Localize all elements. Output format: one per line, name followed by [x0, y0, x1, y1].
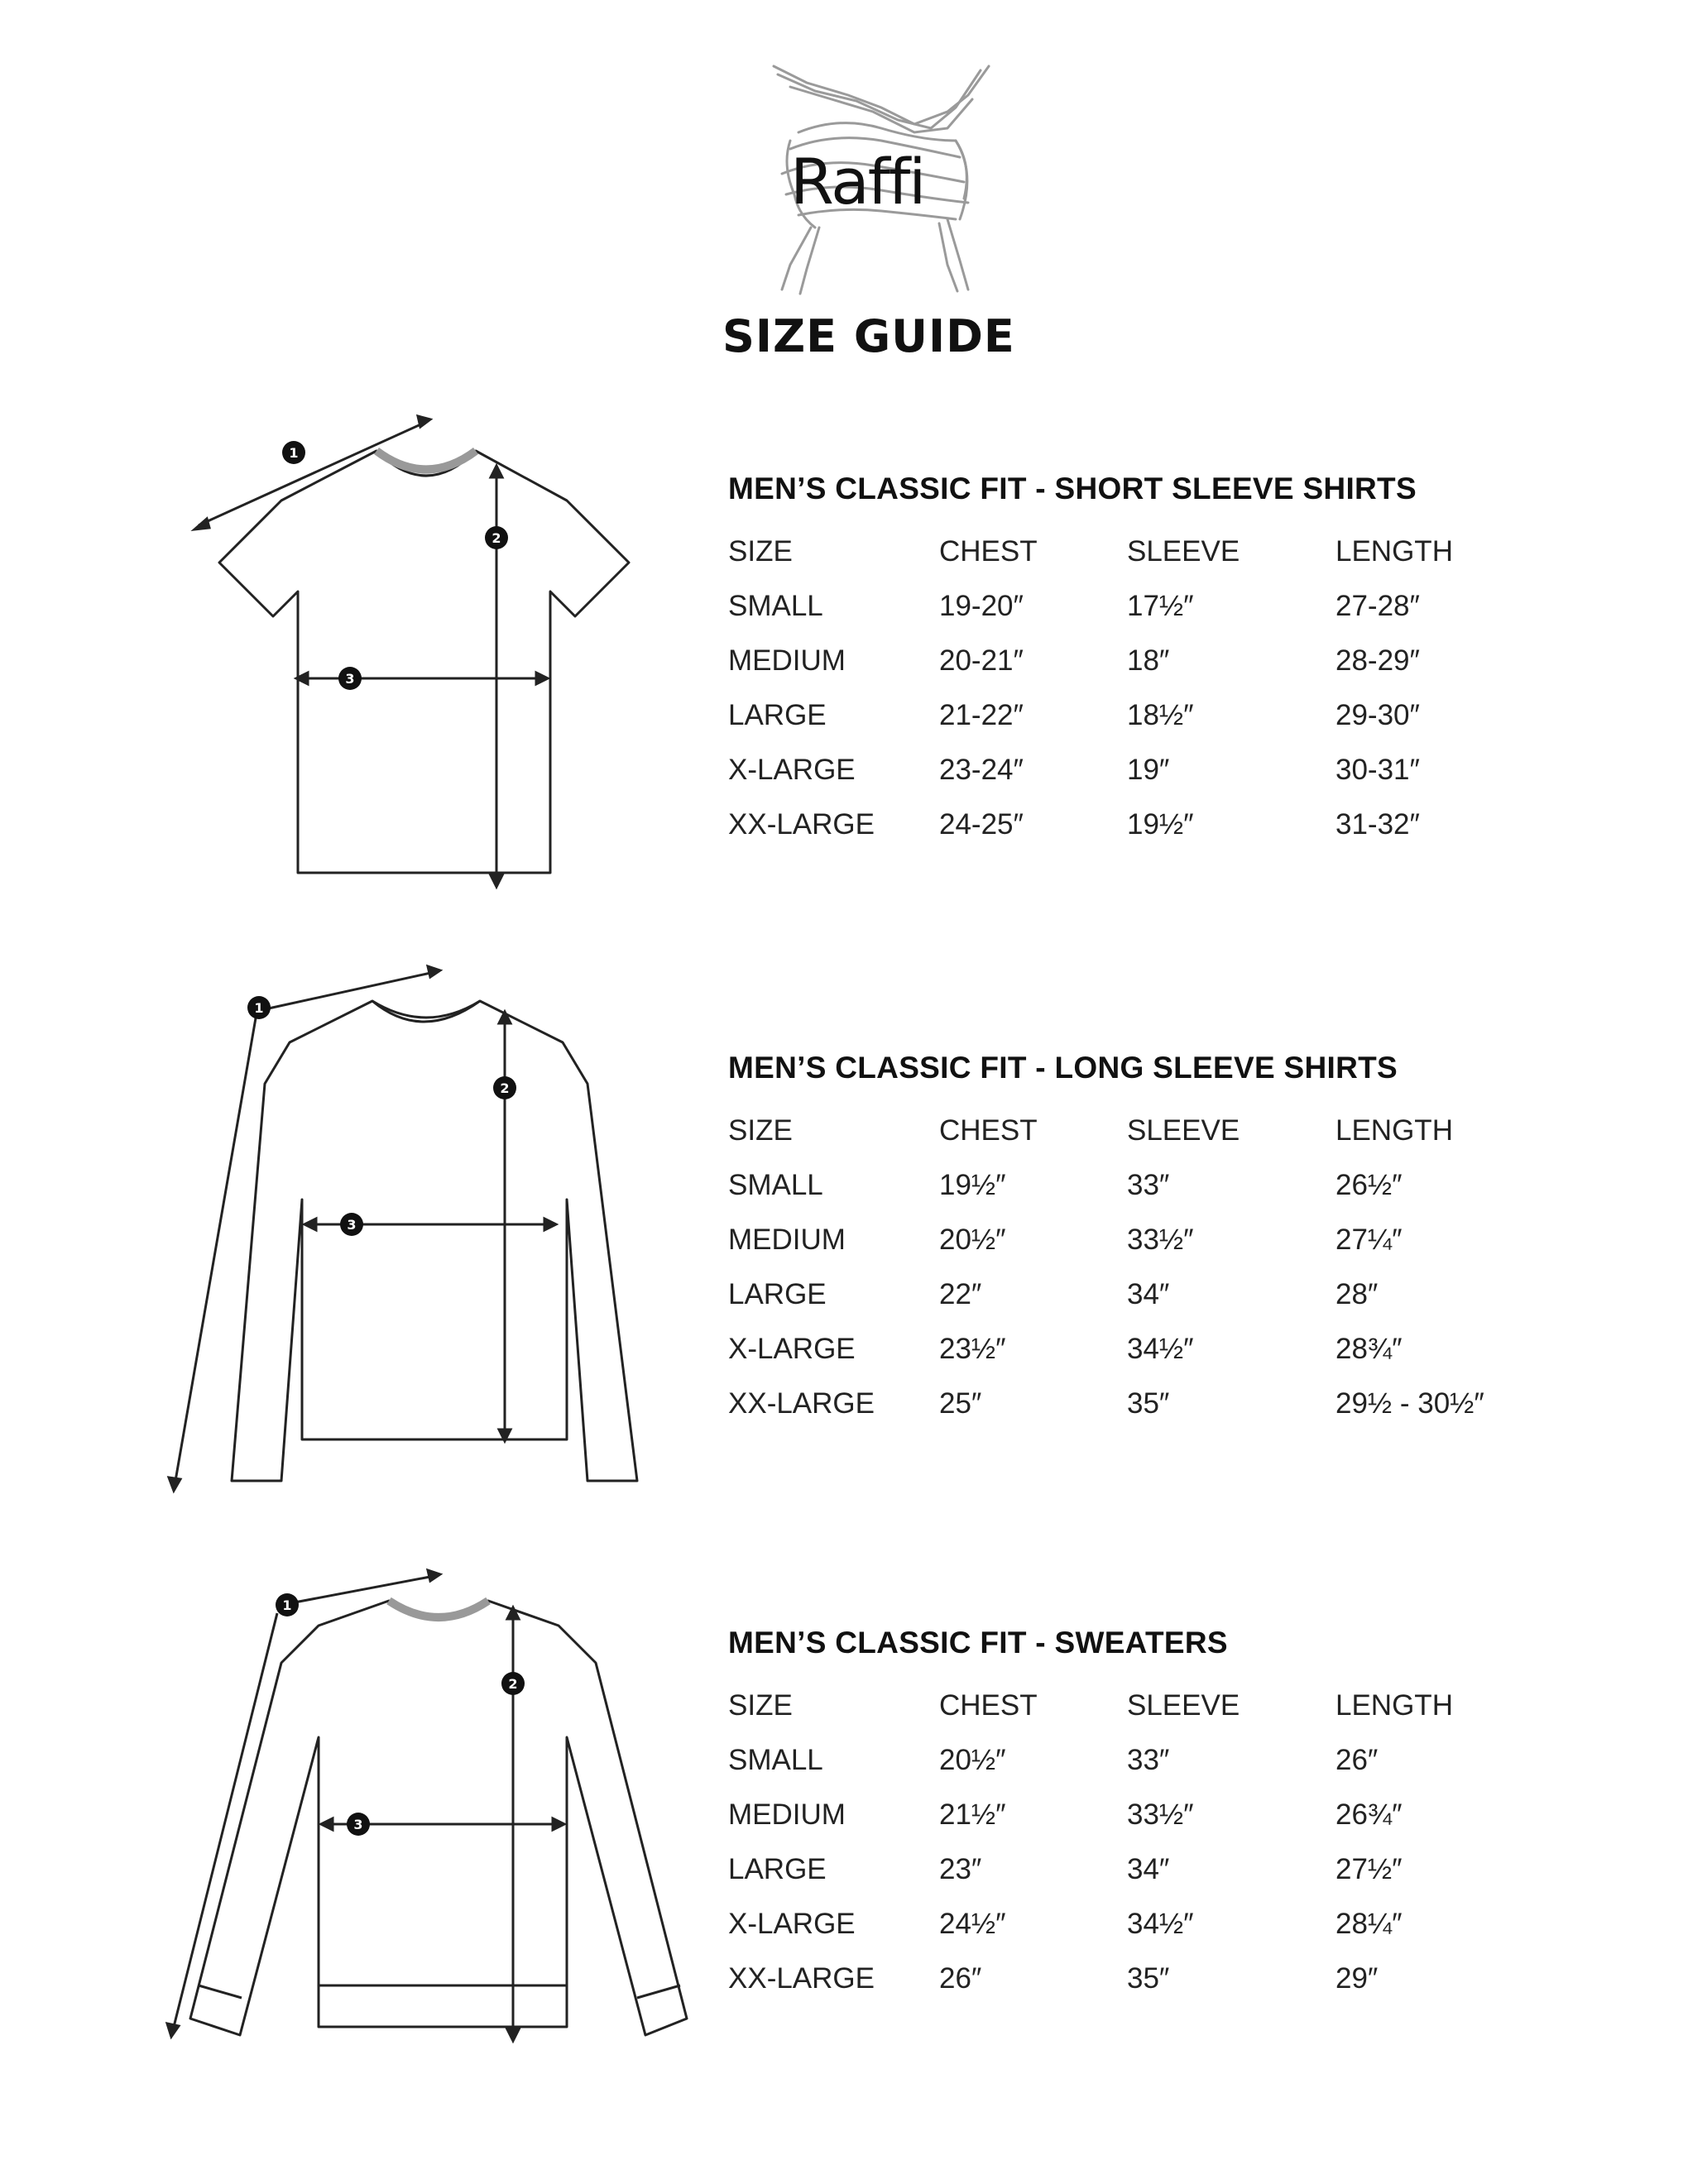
length-cell: 27¼″	[1336, 1224, 1403, 1256]
length-cell: 28-29″	[1336, 644, 1420, 677]
length-cell: 30-31″	[1336, 754, 1420, 786]
table-row	[728, 1788, 1584, 1842]
chest-cell: 23½″	[939, 1333, 1006, 1365]
measure-marker-3: 3	[345, 671, 355, 687]
long-sleeve-shirt-diagram	[149, 951, 662, 1497]
table-row	[728, 634, 1584, 688]
table-row	[728, 1733, 1584, 1788]
size-cell: MEDIUM	[728, 1224, 846, 1256]
measure-marker-2: 2	[508, 1676, 518, 1692]
size-cell: X-LARGE	[728, 754, 856, 786]
short-sleeve-section	[728, 472, 1655, 852]
chest-cell: 26″	[939, 1962, 982, 1995]
sleeve-cell: 33½″	[1127, 1224, 1194, 1256]
table-row	[728, 797, 1584, 852]
table-header-row	[728, 1679, 1584, 1733]
section-title: MEN’S CLASSIC FIT - SHORT SLEEVE SHIRTS	[728, 472, 1417, 505]
table-row	[728, 688, 1584, 743]
sleeve-cell: 33½″	[1127, 1798, 1194, 1831]
size-table	[728, 524, 1584, 852]
table-row	[728, 1322, 1584, 1377]
sleeve-cell: 35″	[1127, 1962, 1170, 1995]
sweaters-section	[728, 1626, 1655, 2006]
sleeve-cell: 34″	[1127, 1278, 1170, 1310]
size-cell: LARGE	[728, 699, 827, 731]
chest-cell: 24½″	[939, 1908, 1006, 1940]
page-title: SIZE GUIDE	[722, 310, 1015, 362]
table-header-row	[728, 1104, 1584, 1158]
sleeve-cell: 34½″	[1127, 1333, 1194, 1365]
table-row	[728, 1377, 1584, 1431]
chest-cell: 22″	[939, 1278, 982, 1310]
table-row	[728, 1213, 1584, 1267]
size-cell: X-LARGE	[728, 1333, 856, 1365]
table-row	[728, 743, 1584, 797]
size-cell: SMALL	[728, 1744, 823, 1776]
header-length: LENGTH	[1336, 1114, 1453, 1147]
long-sleeve-section	[728, 1051, 1655, 1431]
chest-cell: 21-22″	[939, 699, 1024, 731]
sleeve-cell: 33″	[1127, 1744, 1170, 1776]
length-cell: 27-28″	[1336, 590, 1420, 622]
short-sleeve-shirt-diagram	[178, 410, 674, 906]
measure-marker-1: 1	[254, 1000, 264, 1016]
header-size: SIZE	[728, 1689, 793, 1722]
chest-cell: 20-21″	[939, 644, 1024, 677]
sleeve-cell: 18″	[1127, 644, 1170, 677]
size-cell: X-LARGE	[728, 1908, 856, 1940]
chest-cell: 23″	[939, 1853, 982, 1885]
sleeve-cell: 19″	[1127, 754, 1170, 786]
size-table	[728, 1679, 1584, 2006]
header-sleeve: SLEEVE	[1127, 535, 1240, 568]
size-cell: XX-LARGE	[728, 808, 875, 841]
length-cell: 29″	[1336, 1962, 1379, 1995]
measure-marker-1: 1	[289, 445, 299, 461]
table-row	[728, 1842, 1584, 1897]
sleeve-cell: 34″	[1127, 1853, 1170, 1885]
size-cell: MEDIUM	[728, 644, 846, 677]
length-cell: 31-32″	[1336, 808, 1420, 841]
sleeve-cell: 33″	[1127, 1169, 1170, 1201]
header-length: LENGTH	[1336, 535, 1453, 568]
length-cell: 29-30″	[1336, 699, 1420, 731]
size-table	[728, 1104, 1584, 1431]
chest-cell: 23-24″	[939, 754, 1024, 786]
size-cell: LARGE	[728, 1853, 827, 1885]
measure-marker-2: 2	[500, 1080, 510, 1096]
table-header-row	[728, 524, 1584, 579]
measure-marker-3: 3	[347, 1217, 357, 1233]
table-row	[728, 1267, 1584, 1322]
sleeve-cell: 35″	[1127, 1387, 1170, 1420]
header-chest: CHEST	[939, 535, 1038, 568]
length-cell: 26″	[1336, 1744, 1379, 1776]
size-cell: XX-LARGE	[728, 1962, 875, 1995]
measure-marker-1: 1	[282, 1597, 292, 1613]
measure-marker-2: 2	[492, 530, 501, 546]
length-cell: 28¼″	[1336, 1908, 1403, 1940]
sweater-diagram	[149, 1555, 712, 2052]
length-cell: 28¾″	[1336, 1333, 1403, 1365]
length-cell: 28″	[1336, 1278, 1379, 1310]
length-cell: 26½″	[1336, 1169, 1403, 1201]
header-sleeve: SLEEVE	[1127, 1114, 1240, 1147]
chest-cell: 20½″	[939, 1744, 1006, 1776]
chest-cell: 19-20″	[939, 590, 1024, 622]
size-cell: XX-LARGE	[728, 1387, 875, 1420]
sleeve-cell: 17½″	[1127, 590, 1194, 622]
table-row	[728, 1158, 1584, 1213]
chest-cell: 19½″	[939, 1169, 1006, 1201]
section-title: MEN’S CLASSIC FIT - SWEATERS	[728, 1626, 1228, 1660]
header-length: LENGTH	[1336, 1689, 1453, 1722]
chest-cell: 20½″	[939, 1224, 1006, 1256]
chest-cell: 24-25″	[939, 808, 1024, 841]
table-row	[728, 579, 1584, 634]
table-row	[728, 1897, 1584, 1952]
sleeve-cell: 18½″	[1127, 699, 1194, 731]
table-row	[728, 1952, 1584, 2006]
chest-cell: 25″	[939, 1387, 982, 1420]
sleeve-cell: 34½″	[1127, 1908, 1194, 1940]
length-cell: 27½″	[1336, 1853, 1403, 1885]
header-size: SIZE	[728, 1114, 793, 1147]
header-sleeve: SLEEVE	[1127, 1689, 1240, 1722]
size-cell: LARGE	[728, 1278, 827, 1310]
section-title: MEN’S CLASSIC FIT - LONG SLEEVE SHIRTS	[728, 1051, 1398, 1085]
header-chest: CHEST	[939, 1689, 1038, 1722]
length-cell: 29½ - 30½″	[1336, 1387, 1484, 1420]
sleeve-cell: 19½″	[1127, 808, 1194, 841]
header-size: SIZE	[728, 535, 793, 568]
size-cell: MEDIUM	[728, 1798, 846, 1831]
measure-marker-3: 3	[353, 1817, 363, 1832]
size-cell: SMALL	[728, 1169, 823, 1201]
header-chest: CHEST	[939, 1114, 1038, 1147]
length-cell: 26¾″	[1336, 1798, 1403, 1831]
size-cell: SMALL	[728, 590, 823, 622]
brand-wordmark: Raffi	[790, 145, 925, 218]
chest-cell: 21½″	[939, 1798, 1006, 1831]
